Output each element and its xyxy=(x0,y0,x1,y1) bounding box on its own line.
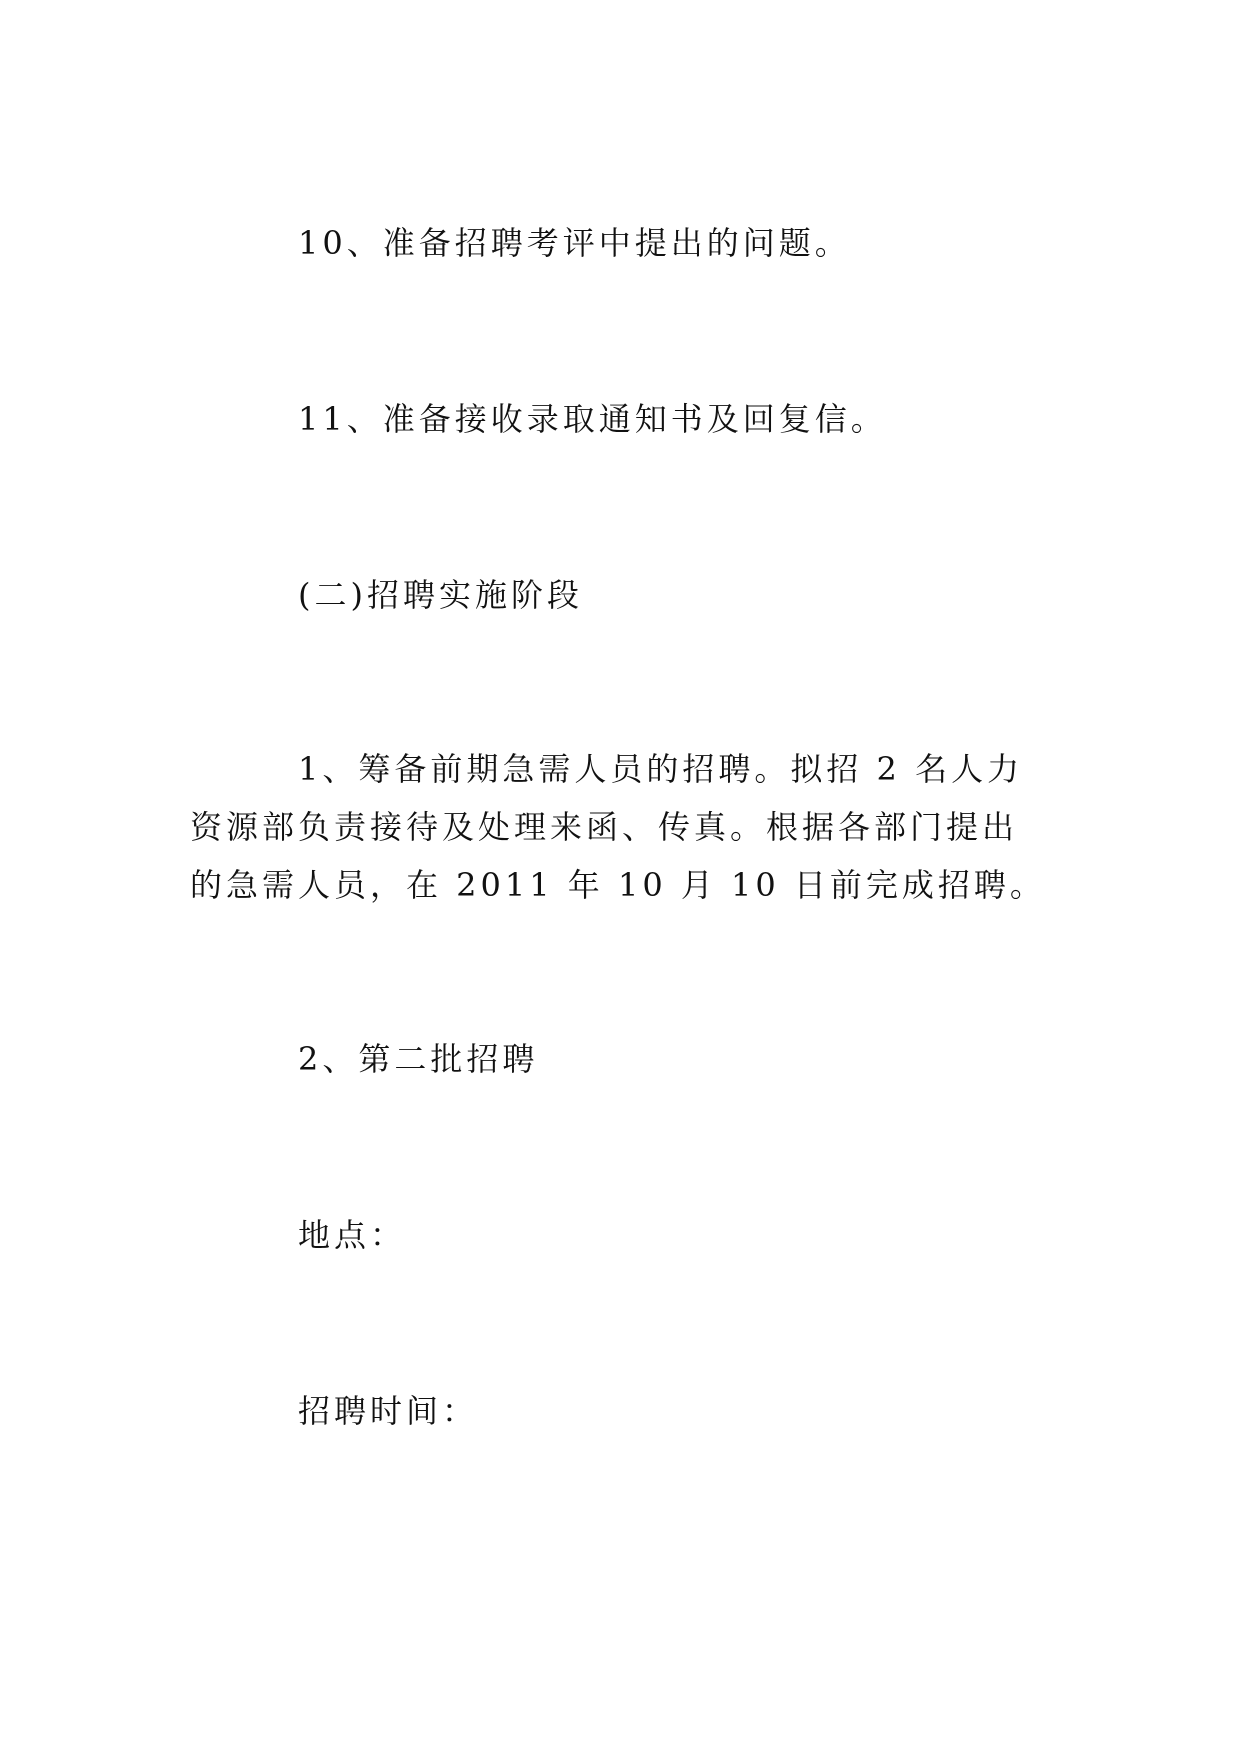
paragraph-item-11: 11、准备接收录取通知书及回复信。 xyxy=(298,400,887,438)
paragraph-item-2: 2、第二批招聘 xyxy=(298,1040,539,1078)
section-heading-implementation: (二)招聘实施阶段 xyxy=(298,576,583,614)
recruitment-time-label: 招聘时间： xyxy=(298,1392,479,1430)
location-label: 地点： xyxy=(298,1216,407,1254)
paragraph-item-1: 1、筹备前期急需人员的招聘。拟招 2 名人力资源部负责接待及处理来函、传真。根据各部门提出的急需人员，在 2011 年 10 月 10 日前完成招聘。 xyxy=(190,750,1046,904)
paragraph-item-10: 10、准备招聘考评中提出的问题。 xyxy=(298,224,851,262)
